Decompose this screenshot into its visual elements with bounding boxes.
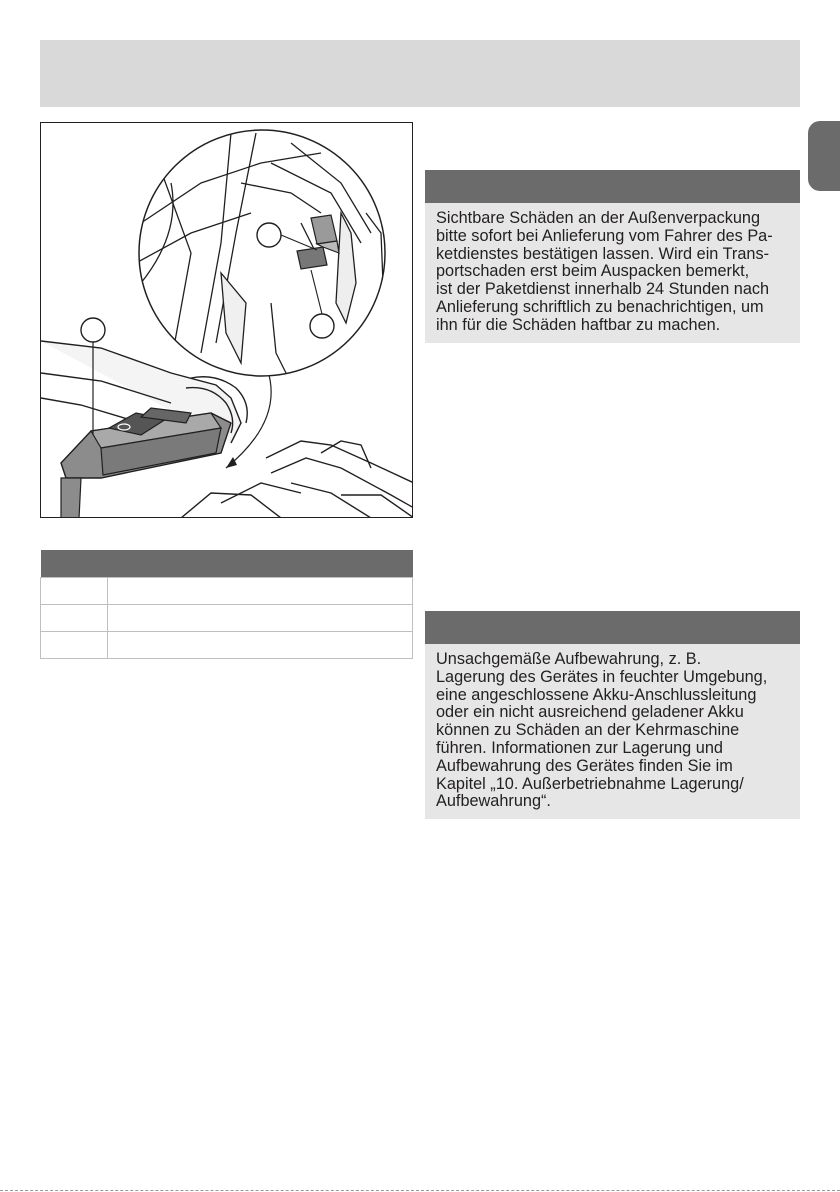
battery-connection-illustration — [40, 122, 413, 518]
notice-heading-bar — [425, 611, 800, 644]
legend-cell-number — [41, 578, 108, 605]
callout-2 — [257, 223, 281, 247]
table-row — [41, 605, 413, 632]
notice-body-text: Sichtbare Schäden an der Außenverpackung bitte sofort bei Anlieferung vom Fahrer des Pa- ketdienstes bestätigen lassen. Wird ein Trans- portschaden erst beim Auspacken bemerkt, ist der Paketdienst innerhalb 24 Stunden nach Anlieferung schriftlich zu benachrichtigen, um ihn für die Schäden haftbar zu machen. — [436, 209, 773, 334]
table-row — [41, 578, 413, 605]
parts-legend-table — [40, 550, 413, 659]
callout-3 — [310, 314, 334, 338]
legend-cell-number — [41, 605, 108, 632]
legend-cell-description — [108, 605, 413, 632]
illustration-drawing — [41, 123, 413, 518]
legend-cell-description — [108, 578, 413, 605]
notice-heading-bar — [425, 170, 800, 203]
legend-cell-description — [108, 632, 413, 659]
page-bottom-rule — [0, 1190, 840, 1191]
legend-cell-number — [41, 632, 108, 659]
callout-1 — [81, 318, 105, 342]
chapter-tab — [808, 121, 840, 191]
transport-damage-notice — [425, 170, 800, 343]
legend-header-number — [41, 550, 108, 578]
battery-pack — [61, 408, 231, 518]
table-row — [41, 632, 413, 659]
legend-header-description — [108, 550, 413, 578]
page-header-bar — [40, 40, 800, 107]
legend-header-row — [41, 550, 413, 578]
storage-damage-notice — [425, 611, 800, 819]
notice-body-text: Unsachgemäße Aufbewahrung, z. B. Lagerung des Gerätes in feuchter Umgebung, eine angeschlossene Akku-Anschlussleitung oder ein nicht ausreichend geladener Akku können zu Schäden an der Kehrmaschine führen. Informationen zur Lagerung und Aufbewahrung des Gerätes finden Sie im Kapitel „10. Außerbetriebnahme Lagerung/ Aufbewahrung“. — [436, 650, 768, 811]
